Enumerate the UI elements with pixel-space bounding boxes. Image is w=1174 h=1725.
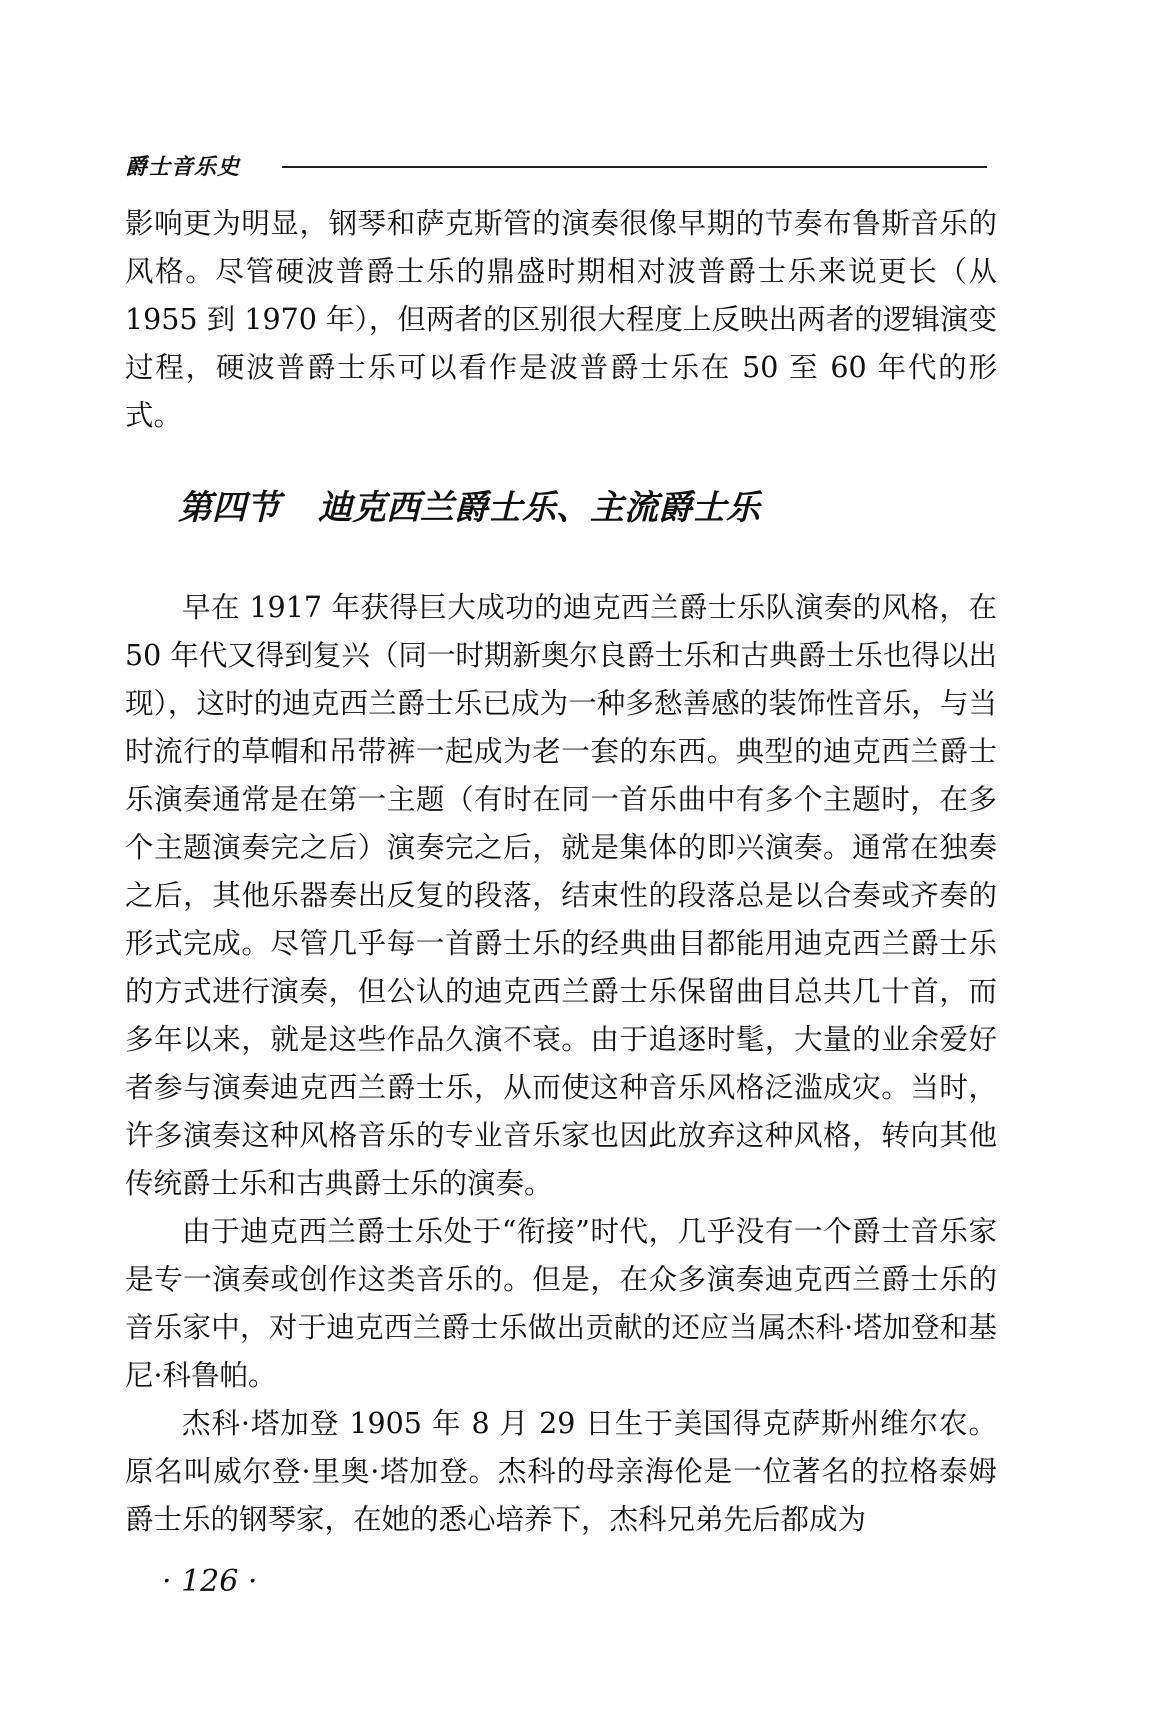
body-paragraph-3: 杰科·塔加登 1905 年 8 月 29 日生于美国得克萨斯州维尔农。原名叫威尔登·里奥·塔加登。杰科的母亲海伦是一位著名的拉格泰姆爵士乐的钢琴家，在她的悉心培养下，杰科兄弟先后都成为 [125, 1407, 997, 1536]
section-heading [178, 486, 760, 530]
section-title: 迪克西兰爵士乐、主流爵士乐 [318, 488, 760, 528]
body-paragraph-1: 早在 1917 年获得巨大成功的迪克西兰爵士乐队演奏的风格，在 50 年代又得到复兴（同一时期新奥尔良爵士乐和古典爵士乐也得以出现），这时的迪克西兰爵士乐已成为一种多愁善感的装饰性音乐，与当时流行的草帽和吊带裤一起成为老一套的东西。典型的迪克西兰爵士乐演奏通常是在第一主题（有时在同一首乐曲中有多个主题时，在多个主题演奏完之后）演奏完之后，就是集体的即兴演奏。通常在独奏之后，其他乐器奏出反复的段落，结束性的段落总是以合奏或齐奏的形式完成。尽管几乎每一首爵士乐的经典曲目都能用迪克西兰爵士乐的方式进行演奏，但公认的迪克西兰爵士乐保留曲目总共几十首，而多年以来，就是这些作品久演不衰。由于追逐时髦，大量的业余爱好者参与演奏迪克西兰爵士乐，从而使这种音乐风格泛滥成灾。当时，许多演奏这种风格音乐的专业音乐家也因此放弃这种风格，转向其他传统爵士乐和古典爵士乐的演奏。 [125, 591, 997, 1200]
running-title: 爵士音乐史 [125, 155, 241, 180]
section-body [125, 584, 997, 1544]
header-rule [282, 166, 987, 168]
page-number: · 126 · [162, 1564, 258, 1599]
body-paragraph-2: 由于迪克西兰爵士乐处于“衔接”时代，几乎没有一个爵士音乐家是专一演奏或创作这类音乐的。但是，在众多演奏迪克西兰爵士乐的音乐家中，对于迪克西兰爵士乐做出贡献的还应当属杰科·塔加登和基尼·科鲁帕。 [125, 1215, 997, 1392]
intro-text-block [125, 200, 997, 440]
section-number: 第四节 [178, 488, 280, 528]
running-header [125, 154, 985, 182]
intro-paragraph: 影响更为明显，钢琴和萨克斯管的演奏很像早期的节奏布鲁斯音乐的风格。尽管硬波普爵士乐的鼎盛时期相对波普爵士乐来说更长（从 1955 到 1970 年），但两者的区别很大程度上反映出两者的逻辑演变过程，硬波普爵士乐可以看作是波普爵士乐在 50 至 60 年代的形式。 [125, 207, 997, 432]
